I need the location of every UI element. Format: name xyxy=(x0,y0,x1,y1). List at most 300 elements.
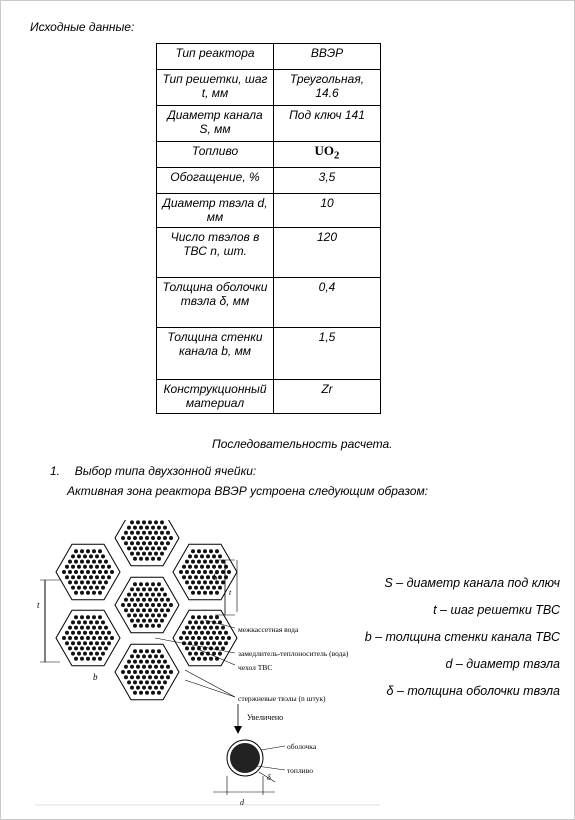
fuel-rod xyxy=(148,654,152,658)
table-row xyxy=(157,228,381,278)
fuel-rod xyxy=(157,680,161,684)
fuel-rod xyxy=(194,565,198,569)
fuel-rod xyxy=(209,615,213,619)
fuel-rod xyxy=(188,631,192,635)
fuel-rod xyxy=(86,549,90,553)
fuel-rod xyxy=(101,652,105,656)
fuel-rod xyxy=(157,649,161,653)
fuel-rod xyxy=(98,580,102,584)
param-value: 120 xyxy=(274,228,381,278)
fuel-rod xyxy=(136,598,140,602)
fuel-rod xyxy=(80,591,84,595)
fuel-rod xyxy=(86,591,90,595)
fuel-rod xyxy=(74,626,78,630)
fuel-rod xyxy=(221,646,225,650)
fuel-rod xyxy=(157,670,161,674)
fuel-rod xyxy=(160,619,164,623)
fuel-rod xyxy=(218,586,222,590)
param-value: 1,5 xyxy=(274,328,381,380)
table-row xyxy=(157,70,381,106)
fuel-rod xyxy=(83,641,87,645)
fuel-rod xyxy=(136,587,140,591)
table-row xyxy=(157,194,381,228)
fuel-rod xyxy=(80,657,84,661)
fuel-rod xyxy=(80,549,84,553)
legend-item: S – диаметр канала под ключ xyxy=(384,576,560,590)
fuel-rod xyxy=(200,631,204,635)
fuel-rod xyxy=(209,591,213,595)
fuel-rod xyxy=(80,570,84,574)
fuel-rod xyxy=(127,680,131,684)
fuel-rod xyxy=(145,660,149,664)
fuel-rod xyxy=(139,670,143,674)
fuel-rod xyxy=(215,549,219,553)
fuel-rod xyxy=(121,670,125,674)
fuel-rod xyxy=(101,586,105,590)
fuel-rod xyxy=(139,613,143,617)
fuel-rod xyxy=(133,526,137,530)
fuel-rod xyxy=(92,626,96,630)
table-row xyxy=(157,278,381,328)
fuel-rod xyxy=(203,560,207,564)
fuel-rod xyxy=(124,665,128,669)
fuel-rod xyxy=(218,575,222,579)
fuel-rod xyxy=(191,591,195,595)
fuel-rod xyxy=(71,586,75,590)
fuel-rod xyxy=(206,631,210,635)
fuel-rod xyxy=(127,660,131,664)
fuel-rod xyxy=(68,580,72,584)
fuel-rod xyxy=(86,580,90,584)
fuel-rod xyxy=(166,598,170,602)
fuel-rod xyxy=(136,619,140,623)
fuel-rod xyxy=(107,565,111,569)
fuel-rod xyxy=(157,613,161,617)
table-row xyxy=(157,168,381,194)
param-value: 3,5 xyxy=(274,168,381,194)
fuel-rod xyxy=(127,670,131,674)
fuel-rod xyxy=(154,608,158,612)
label-t-right: t xyxy=(229,588,232,597)
fuel-rod xyxy=(74,615,78,619)
fuel-rod xyxy=(160,531,164,535)
fuel-rod xyxy=(203,626,207,630)
fuel-rod xyxy=(130,675,134,679)
fuel-rod xyxy=(92,657,96,661)
fuel-rod xyxy=(80,560,84,564)
fuel-rod xyxy=(133,624,137,628)
fuel-rod xyxy=(151,660,155,664)
fuel-rod xyxy=(130,520,134,524)
table-row xyxy=(157,106,381,142)
fuel-rod xyxy=(83,652,87,656)
fuel-rod xyxy=(203,591,207,595)
fuel-rod xyxy=(154,619,158,623)
fuel-rod xyxy=(136,665,140,669)
fuel-rod xyxy=(89,631,93,635)
fuel-rod xyxy=(221,570,225,574)
fuel-rod xyxy=(194,631,198,635)
fuel-rod xyxy=(191,657,195,661)
fuel-rod xyxy=(89,575,93,579)
param-value: Под ключ 141 xyxy=(274,106,381,142)
fuel-rod xyxy=(179,570,183,574)
param-label: Топливо xyxy=(157,142,274,168)
fuel-rod xyxy=(197,549,201,553)
fuel-rod xyxy=(188,652,192,656)
fuel-rod xyxy=(95,586,99,590)
fuel-rod xyxy=(166,665,170,669)
fuel-rod xyxy=(148,520,152,524)
fuel-rod xyxy=(127,546,131,550)
fuel-rod xyxy=(157,660,161,664)
fuel-rod xyxy=(124,608,128,612)
fuel-rod xyxy=(154,552,158,556)
fuel-rod xyxy=(218,641,222,645)
fuel-rod xyxy=(133,649,137,653)
fuel-rod xyxy=(139,557,143,561)
fuel-rod xyxy=(86,636,90,640)
fuel-rod xyxy=(127,593,131,597)
fuel-rod xyxy=(92,591,96,595)
fuel-rod xyxy=(139,649,143,653)
fuel-rod xyxy=(197,580,201,584)
fuel-rod xyxy=(145,624,149,628)
fuel-rod xyxy=(133,613,137,617)
fuel-rod xyxy=(224,631,228,635)
fuel-rod xyxy=(89,554,93,558)
fuel-rod xyxy=(89,641,93,645)
fuel-rod xyxy=(65,631,69,635)
fuel-rod xyxy=(163,546,167,550)
fuel-rod xyxy=(151,649,155,653)
fuel-rod xyxy=(121,603,125,607)
fuel-rod xyxy=(206,586,210,590)
fuel-rod xyxy=(154,686,158,690)
fuel-rod xyxy=(163,660,167,664)
fuel-rod xyxy=(194,641,198,645)
fuel-rod xyxy=(89,565,93,569)
fuel-rod xyxy=(127,526,131,530)
fuel-rod xyxy=(139,660,143,664)
legend-item: b – толщина стенки канала ТВС xyxy=(364,630,560,644)
fuel-rod xyxy=(197,591,201,595)
fuel-rod xyxy=(83,631,87,635)
fuel-rod xyxy=(206,565,210,569)
fuel-rod xyxy=(71,554,75,558)
fuel-rod xyxy=(62,636,66,640)
fuel-rod xyxy=(92,570,96,574)
fuel-rod xyxy=(136,608,140,612)
fuel-rod xyxy=(221,626,225,630)
fuel-rod xyxy=(127,536,131,540)
fuel-rod xyxy=(185,626,189,630)
fuel-rod xyxy=(80,626,84,630)
fuel-rod xyxy=(142,541,146,545)
fuel-rod xyxy=(133,660,137,664)
fuel-rod xyxy=(148,686,152,690)
label-toplivo: топливо xyxy=(287,766,313,775)
fuel-rod xyxy=(83,575,87,579)
fuel-rod xyxy=(200,575,204,579)
fuel-rod xyxy=(154,531,158,535)
label-tvely: стержневые твэлы (n штук) xyxy=(238,694,326,703)
fuel-rod xyxy=(92,560,96,564)
fuel-rod xyxy=(142,675,146,679)
fuel-rod xyxy=(95,620,99,624)
fuel-rod xyxy=(163,593,167,597)
fuel-rod xyxy=(110,636,114,640)
param-label: Толщина стенки канала b, мм xyxy=(157,328,274,380)
fuel-rod xyxy=(160,587,164,591)
fuel-rod xyxy=(166,531,170,535)
fuel-rod xyxy=(77,631,81,635)
fuel-rod xyxy=(191,580,195,584)
fuel-rod xyxy=(139,546,143,550)
fuel-rod xyxy=(80,615,84,619)
fuel-rod xyxy=(145,670,149,674)
fuel-rod xyxy=(157,536,161,540)
fuel-rod xyxy=(157,557,161,561)
legend-item: t – шаг решетки ТВС xyxy=(433,603,560,617)
fuel-rod xyxy=(160,665,164,669)
label-uvelicheno: Увеличено xyxy=(247,713,284,722)
fuel-rod xyxy=(101,565,105,569)
param-value: Треугольная, 14.6 xyxy=(274,70,381,106)
fuel-rod xyxy=(86,646,90,650)
fuel-rod xyxy=(142,665,146,669)
fuel-rod xyxy=(154,587,158,591)
fuel-rod xyxy=(209,626,213,630)
fuel-rod xyxy=(151,582,155,586)
fuel-rod xyxy=(68,646,72,650)
fuel-rod xyxy=(163,536,167,540)
fuel-rod xyxy=(145,603,149,607)
fuel-rod xyxy=(95,641,99,645)
fuel-rod xyxy=(160,654,164,658)
fuel-rod xyxy=(151,691,155,695)
fuel-rod xyxy=(151,536,155,540)
param-value: Zr xyxy=(274,380,381,414)
fuel-rod xyxy=(148,598,152,602)
fuel-rod xyxy=(215,636,219,640)
fuel-rod xyxy=(77,565,81,569)
fuel-rod xyxy=(136,686,140,690)
fuel-rod xyxy=(130,608,134,612)
fuel-rod xyxy=(200,652,204,656)
fuel-rod xyxy=(133,546,137,550)
fuel-rod xyxy=(68,560,72,564)
fuel-rod xyxy=(71,652,75,656)
fuel-rod xyxy=(95,565,99,569)
fuel-rod xyxy=(130,587,134,591)
fuel-rod xyxy=(95,652,99,656)
fuel-rod xyxy=(154,654,158,658)
table-row xyxy=(157,328,381,380)
fuel-rod xyxy=(98,626,102,630)
fuel-rod xyxy=(145,691,149,695)
fuel-rod xyxy=(194,554,198,558)
fuel-rod xyxy=(110,570,114,574)
fuel-rod xyxy=(74,646,78,650)
fuel-rod xyxy=(163,680,167,684)
fuel-rod xyxy=(185,570,189,574)
fuel-rod xyxy=(133,593,137,597)
fuel-rod xyxy=(194,620,198,624)
param-label: Тип решетки, шаг t, мм xyxy=(157,70,274,106)
fuel-rod xyxy=(209,560,213,564)
fuel-rod xyxy=(145,582,149,586)
fuel-rod xyxy=(154,675,158,679)
fuel-rod xyxy=(142,654,146,658)
fuel-rod xyxy=(95,631,99,635)
fuel-rod xyxy=(188,620,192,624)
fuel-rod xyxy=(151,526,155,530)
fuel-rod xyxy=(212,586,216,590)
fuel-rod xyxy=(92,646,96,650)
fuel-rod xyxy=(145,593,149,597)
step1-text: Активная зона реактора ВВЭР устроена следующим образом: xyxy=(67,484,429,498)
fuel-rod xyxy=(139,526,143,530)
fuel-rod xyxy=(130,531,134,535)
fuel-rod xyxy=(200,641,204,645)
fuel-rod xyxy=(139,680,143,684)
fuel-rod xyxy=(136,552,140,556)
fuel-rod xyxy=(71,620,75,624)
fuel-rod xyxy=(157,603,161,607)
fuel-rod xyxy=(74,636,78,640)
fuel-rod xyxy=(104,580,108,584)
fuel-rod xyxy=(197,646,201,650)
input-data-table xyxy=(156,43,381,414)
fuel-rod xyxy=(145,536,149,540)
fuel-rod xyxy=(154,541,158,545)
fuel-rod xyxy=(104,626,108,630)
label-t-left: t xyxy=(37,600,40,610)
fuel-rod xyxy=(98,549,102,553)
fuel-rod xyxy=(148,608,152,612)
fuel-rod xyxy=(194,575,198,579)
fuel-rod xyxy=(130,598,134,602)
fuel-rod xyxy=(136,675,140,679)
fuel-rod xyxy=(77,652,81,656)
fuel-rod xyxy=(145,557,149,561)
fuel-rod xyxy=(107,575,111,579)
fuel-rod xyxy=(92,636,96,640)
fuel-rod xyxy=(98,615,102,619)
fuel-rod xyxy=(197,560,201,564)
fuel-rod xyxy=(182,631,186,635)
fuel-rod xyxy=(151,670,155,674)
fuel-rod xyxy=(133,603,137,607)
fuel-rod xyxy=(127,613,131,617)
fuel-rod xyxy=(80,580,84,584)
fuel-rod xyxy=(212,554,216,558)
fuel-rod xyxy=(191,626,195,630)
fuel-rod xyxy=(191,560,195,564)
param-value-subscript: 2 xyxy=(334,149,340,162)
table-row xyxy=(157,380,381,414)
param-label: Толщина оболочки твэла δ, мм xyxy=(157,278,274,328)
fuel-rod xyxy=(148,552,152,556)
fuel-rod xyxy=(136,520,140,524)
fuel-rod xyxy=(130,654,134,658)
fuel-rod xyxy=(160,520,164,524)
fuel-rod xyxy=(74,657,78,661)
fuel-rod xyxy=(92,549,96,553)
fuel-rod xyxy=(194,652,198,656)
fuel-rod xyxy=(77,554,81,558)
fuel-rod xyxy=(188,565,192,569)
fuel-rod xyxy=(166,608,170,612)
fuel-rod xyxy=(139,603,143,607)
fuel-rod xyxy=(218,631,222,635)
fuel-rod xyxy=(62,570,66,574)
fuel-rod xyxy=(130,552,134,556)
fuel-rod xyxy=(151,624,155,628)
fuel-rod xyxy=(145,613,149,617)
fuel-rod xyxy=(160,552,164,556)
fuel-rod xyxy=(136,541,140,545)
fuel-rod xyxy=(200,586,204,590)
fuel-rod xyxy=(139,624,143,628)
fuel-rod xyxy=(197,636,201,640)
fuel-rod xyxy=(89,620,93,624)
fuel-rod xyxy=(191,570,195,574)
fuel-rod xyxy=(98,591,102,595)
fuel-rod xyxy=(89,586,93,590)
fuel-rod xyxy=(148,587,152,591)
fuel-rod xyxy=(188,586,192,590)
fuel-rod xyxy=(133,582,137,586)
fuel-rod xyxy=(215,615,219,619)
fuel-rod xyxy=(191,549,195,553)
fuel-rod xyxy=(89,652,93,656)
fuel-rod xyxy=(130,619,134,623)
fuel-rod xyxy=(203,570,207,574)
fuel-rod xyxy=(98,636,102,640)
fuel-rod xyxy=(218,554,222,558)
table-row xyxy=(157,142,381,168)
fuel-rod xyxy=(218,565,222,569)
fuel-rod xyxy=(92,580,96,584)
fuel-rod xyxy=(221,636,225,640)
param-label: Число твэлов в ТВС n, шт. xyxy=(157,228,274,278)
fuel-rod xyxy=(98,657,102,661)
fuel-rod xyxy=(68,626,72,630)
fuel-rod xyxy=(151,613,155,617)
fuel-rod xyxy=(80,636,84,640)
fuel-rod xyxy=(227,570,231,574)
fuel-rod xyxy=(145,680,149,684)
fuel-rod xyxy=(160,541,164,545)
fuel-rod xyxy=(142,619,146,623)
fuel-rod xyxy=(163,603,167,607)
fuel-rod xyxy=(209,636,213,640)
fuel-rod xyxy=(169,670,173,674)
fuel-rod xyxy=(101,631,105,635)
fuel-rod xyxy=(145,649,149,653)
param-value: 0,4 xyxy=(274,278,381,328)
fuel-rod xyxy=(68,636,72,640)
fuel-rod xyxy=(203,636,207,640)
legend-item: d – диаметр твэла xyxy=(445,657,560,671)
fuel-rod xyxy=(142,686,146,690)
fuel-rod xyxy=(71,631,75,635)
fuel-rod xyxy=(188,554,192,558)
fuel-rod xyxy=(191,636,195,640)
param-label: Конструкционный материал xyxy=(157,380,274,414)
